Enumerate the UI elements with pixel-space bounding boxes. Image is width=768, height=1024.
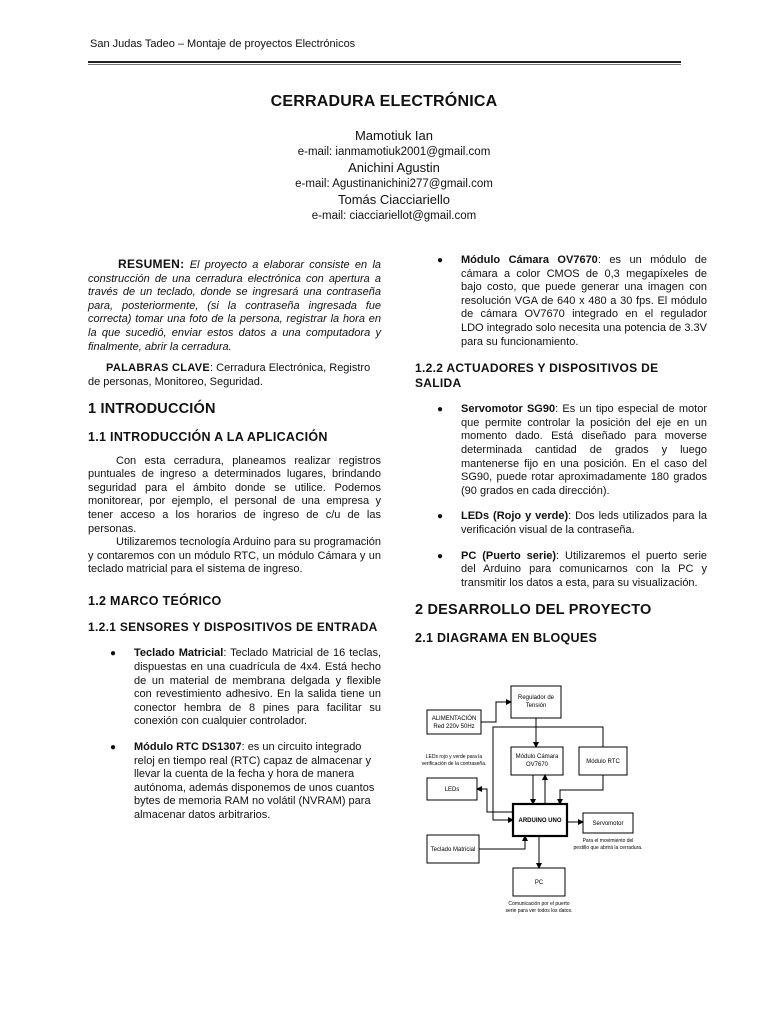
power-supply-label-1: ALIMENTACIÓN xyxy=(431,716,477,722)
paragraph: Utilizaremos tecnología Arduino para su programación y contaremos con un módulo RTC, un módulo Cámara y un teclado matricial para el sistema de ingreso. xyxy=(88,536,381,576)
subsection-heading: 1.2 MARCO TEÓRICO xyxy=(88,593,222,608)
author-email: e-mail: ianmamotiuk2001@gmail.com xyxy=(297,146,491,158)
camera-module-box xyxy=(511,747,563,775)
subsection-heading: 1.1 INTRODUCCIÓN A LA APLICACIÓN xyxy=(88,429,328,444)
subsubsection-heading: 1.2.1 SENSORES Y DISPOSITIVOS DE ENTRADA xyxy=(88,620,378,635)
arduino-to-leds-arrow xyxy=(477,789,513,812)
subsection-heading: 2.1 DIAGRAMA EN BLOQUES xyxy=(415,630,598,645)
pc-note-1: Comunicación por el puerto xyxy=(508,901,570,907)
bullet-list xyxy=(88,647,381,822)
list-item xyxy=(415,254,707,349)
item-text: : es un módulo de cámara a color CMOS de 0,3 megapíxeles de bajo costo, que puede generar una imagen con resolución VGA de 640 x 480 a 30 fps. El módulo de cámara OV7670 integrado en el regulador LDO integrado solo necesita una potencia de 3.3V para su funcionamiento. xyxy=(461,254,707,348)
rtc-label: Módulo RTC xyxy=(586,759,620,765)
abstract-text: El proyecto a elaborar consiste en la construcción de una cerradura electrónica con apertura a través de un teclado, donde se ingresará una contraseña para, posteriormente, (si la contraseña ingresada fue correcta) tomar una foto de la persona, registrar la hora en la que sucedió, enviar estos datos a una computadora y finalmente, abrir la cerradura. xyxy=(88,259,382,353)
keypad-to-arduino-arrow xyxy=(479,836,525,849)
running-header: San Judas Tadeo – Montaje de proyectos Electrónicos xyxy=(90,38,356,50)
author-email: e-mail: ciacciariellot@gmail.com xyxy=(311,210,477,222)
block-diagram xyxy=(415,680,715,920)
list-item xyxy=(415,510,707,537)
power-supply-box xyxy=(427,710,481,734)
item-text: : es un circuito integrado reloj en tiempo real (RTC) capaz de almacenar y llevar la cuenta de la fecha y hora de manera autónoma, además disponemos de unos cuantos bytes de memoria RAM no volátil (NVRAM) para almacenar datos arbitrarios. xyxy=(134,741,375,821)
keypad-label: Teclado Matricial xyxy=(430,847,476,853)
author-name: Anichini Agustin xyxy=(348,160,440,175)
leds-note-1: LEDs rojo y verde para la xyxy=(425,754,483,760)
right-column xyxy=(415,254,707,655)
bullet-icon: ● xyxy=(437,255,444,266)
list-item xyxy=(415,550,707,591)
bullet-list xyxy=(415,254,707,349)
subsubsection-heading: 1.2.2 ACTUADORES Y DISPOSITIVOS DE SALIDA xyxy=(415,361,659,391)
bullet-icon: ● xyxy=(437,550,444,562)
item-term: Módulo Cámara OV7670 xyxy=(461,254,598,266)
regulator-label-2: Tensión xyxy=(525,703,547,709)
bullet-list xyxy=(415,403,707,590)
header-rule-thin xyxy=(88,64,681,65)
item-text: : Teclado Matricial de 16 teclas, dispuestas en una cuadrícula de 4x4. Está hecho de un material de membrana delgada y flexible con revestimiento adhesivo. En la salida tiene un conector hembra de 8 pines para facilitar su conexión con cualquier controlador. xyxy=(134,647,382,728)
regulator-box xyxy=(511,686,561,718)
power-to-regulator-arrow xyxy=(481,702,511,722)
leds-note-2: verificación de la contraseña. xyxy=(421,761,487,767)
list-item xyxy=(88,741,381,823)
section-heading: 2 DESARROLLO DEL PROYECTO xyxy=(415,602,652,619)
leds-label: LEDs xyxy=(444,787,460,793)
bullet-icon: ● xyxy=(437,404,444,416)
bullet-icon: ● xyxy=(110,648,117,660)
servo-note-2: pestillo que abrirá la cerradura. xyxy=(573,845,643,851)
camera-label-2: OV7670 xyxy=(525,762,549,768)
section-heading: 1 INTRODUCCIÓN xyxy=(88,401,216,418)
list-item xyxy=(88,647,381,729)
author-name: Tomás Ciacciariello xyxy=(338,192,450,207)
power-supply-label-2: Red 220v 50Hz xyxy=(433,724,475,730)
item-text: : Utilizaremos el puerto serie del Arduino para comunicarnos con la PC y transmitir los datos a esta, para su visualización. xyxy=(461,549,708,589)
list-item xyxy=(415,403,707,498)
paper-title: CERRADURA ELECTRÓNICA xyxy=(270,93,498,110)
left-column xyxy=(88,258,381,835)
item-term: Servomotor SG90 xyxy=(461,403,556,416)
pc-note-2: serie para ver todos los datos. xyxy=(505,908,573,914)
regulator-bus-line xyxy=(493,718,603,747)
rtc-to-arduino-arrow xyxy=(560,775,603,804)
pc-label: PC xyxy=(534,880,544,886)
item-text: : Dos leds utilizados para la verificación visual de la contraseña. xyxy=(461,510,707,536)
block-diagram-svg xyxy=(415,680,715,920)
camera-label-1: Módulo Cámara xyxy=(515,754,559,760)
servo-label: Servomotor xyxy=(592,821,624,827)
keywords xyxy=(88,362,381,389)
item-term: Teclado Matricial xyxy=(134,647,224,660)
keywords-text: : Cerradura Electrónica, Registro de personas, Monitoreo, Seguridad. xyxy=(88,362,371,388)
bullet-icon: ● xyxy=(110,742,117,754)
item-text: : Es un tipo especial de motor que permite controlar la posición del eje en un momento dado. Está diseñado para moverse determinada cantidad de grados y luego mantenerse fijo en una posición. En el caso del SG90, puede rotar aproximadamente 180 grados (90 grados en cada dirección). xyxy=(461,403,707,497)
bullet-icon: ● xyxy=(437,511,444,523)
item-term: PC (Puerto serie) xyxy=(461,549,557,562)
abstract xyxy=(88,258,381,354)
power-to-arduino-arrow xyxy=(493,736,513,820)
author-name: Mamotiuk Ian xyxy=(354,128,434,143)
keywords-label: PALABRAS CLAVE xyxy=(106,362,211,375)
author-block xyxy=(0,128,768,224)
author-email: e-mail: Agustinanichini277@gmail.com xyxy=(295,178,493,190)
abstract-label: RESUMEN: xyxy=(118,257,185,271)
item-term: LEDs (Rojo y verde) xyxy=(461,510,569,523)
regulator-label-1: Regulador de xyxy=(517,695,555,701)
header-rule xyxy=(88,61,681,63)
arduino-label: ARDUINO UNO xyxy=(518,818,562,824)
item-term: Módulo RTC DS1307 xyxy=(134,741,242,754)
servo-note-1: Para el movimiento del xyxy=(582,838,634,844)
paragraph: Con esta cerradura, planeamos realizar registros puntuales de ingreso a determinados lugares, brindando seguridad para el ámbito donde se utilice. Podemos monitorear, por ejemplo, el personal de una empresa y tener acceso a los horarios de ingreso de c/u de las personas. xyxy=(88,454,381,535)
